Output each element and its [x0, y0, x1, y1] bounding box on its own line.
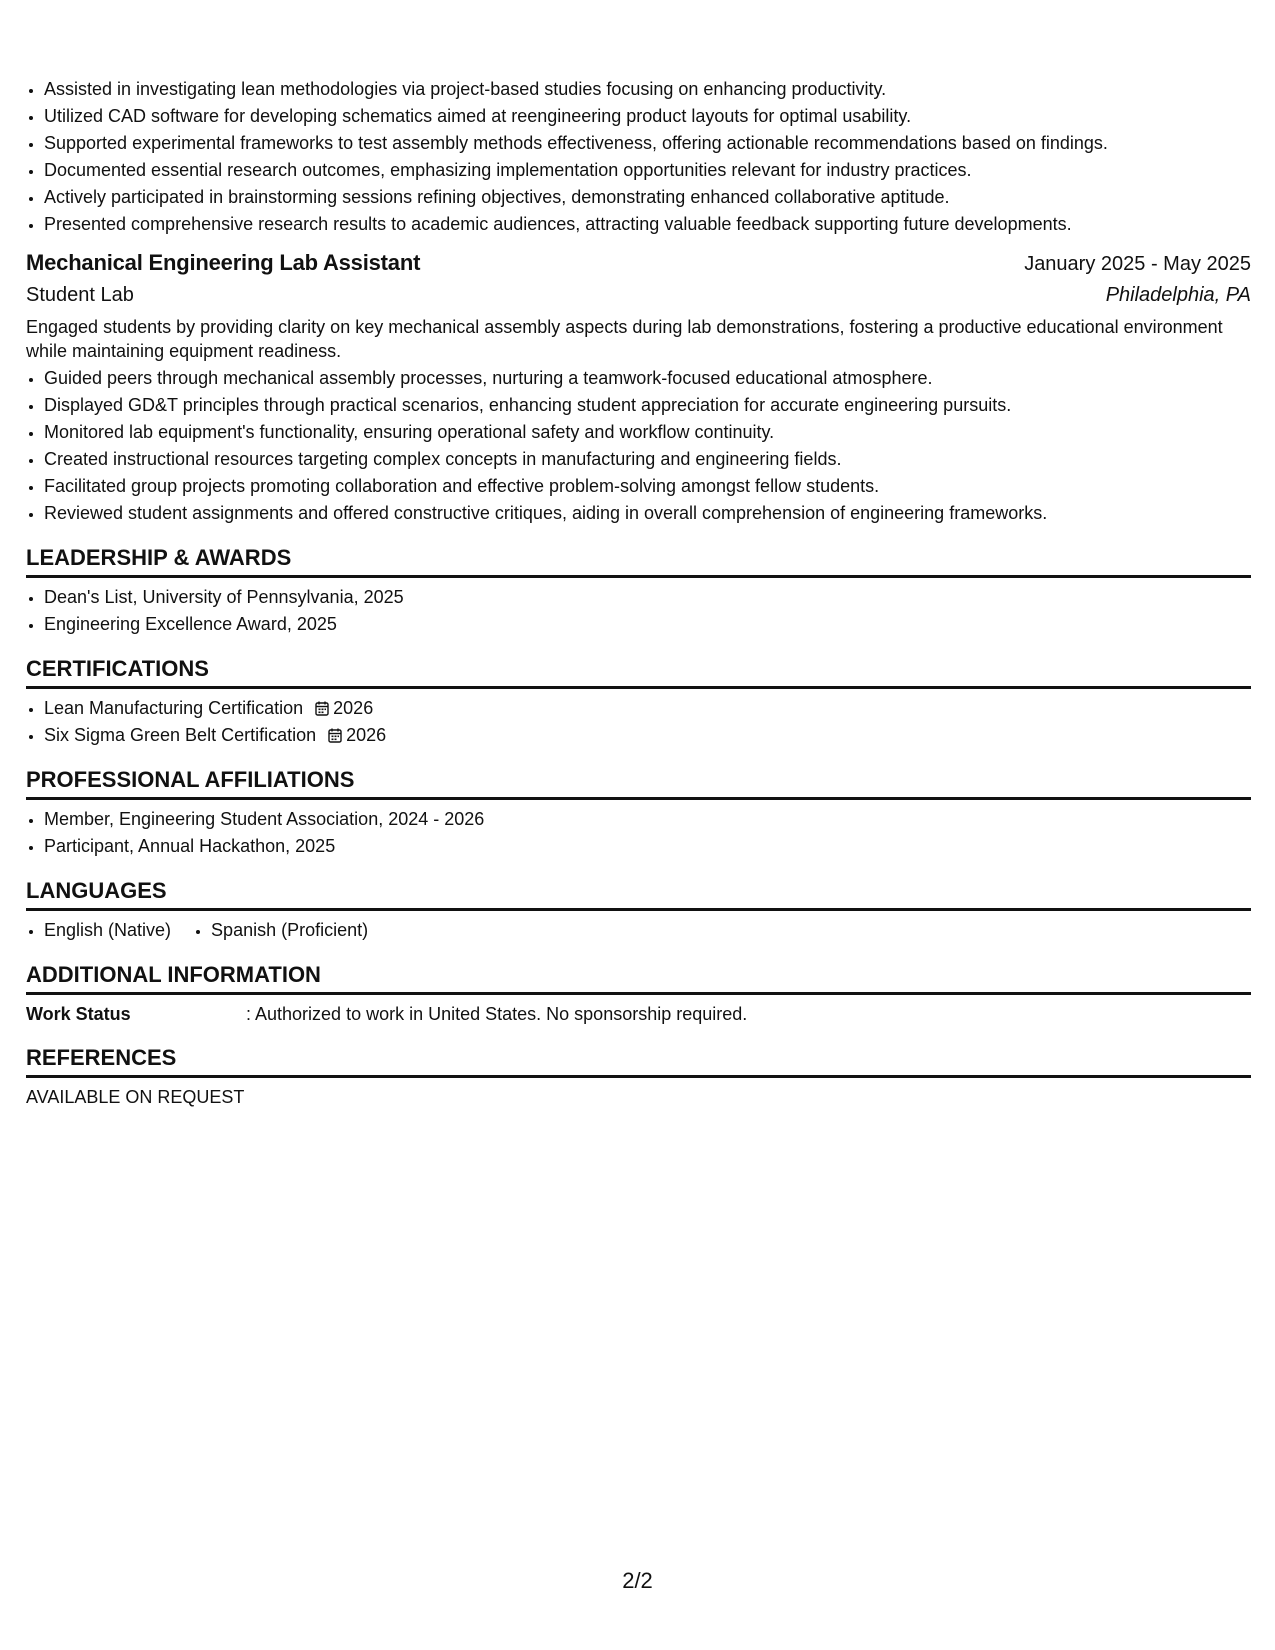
certification-year: 2026	[346, 725, 387, 745]
job-organization: Student Lab	[26, 284, 134, 306]
list-item: • Monitored lab equipment's functionality, ensuring operational safety and workflow continuity.	[44, 419, 1251, 446]
list-item: • Spanish (Proficient)	[211, 917, 368, 944]
list-item: • English (Native)	[44, 917, 171, 944]
calendar-icon	[328, 728, 342, 743]
list-item: • Utilized CAD software for developing schematics aimed at reengineering product layouts for optimal usability.	[44, 103, 1251, 130]
list-item: • Engineering Excellence Award, 2025	[44, 611, 1251, 638]
list-item: • Actively participated in brainstorming sessions refining objectives, demonstrating enhanced collaborative aptitude.	[44, 184, 1251, 211]
certification-year: 2026	[333, 698, 374, 718]
job-title: Mechanical Engineering Lab Assistant	[26, 250, 421, 275]
section-title: LANGUAGES	[26, 876, 1251, 911]
list-item	[44, 695, 1251, 722]
list-item: • Participant, Annual Hackathon, 2025	[44, 833, 1251, 860]
list-item: • Member, Engineering Student Association, 2024 - 2026	[44, 806, 1251, 833]
work-status-row	[26, 1001, 1251, 1027]
work-status-label: Work Status	[26, 1004, 131, 1024]
page-number: 2/2	[622, 1568, 653, 1593]
research-bullet-list	[26, 76, 1251, 238]
section-title: ADDITIONAL INFORMATION	[26, 960, 1251, 995]
job-location: Philadelphia, PA	[1105, 284, 1251, 306]
certification-name: Lean Manufacturing Certification	[44, 698, 304, 718]
list-item: • Displayed GD&T principles through practical scenarios, enhancing student appreciation for accurate engineering pursuits.	[44, 392, 1251, 419]
list-item: • Reviewed student assignments and offered constructive critiques, aiding in overall comprehension of engineering frameworks.	[44, 500, 1251, 527]
section-title: REFERENCES	[26, 1043, 1251, 1078]
calendar-icon	[315, 701, 329, 716]
job-subheader	[26, 279, 1251, 311]
languages-section	[26, 876, 1251, 944]
list-item	[44, 722, 1251, 749]
list-item: • Guided peers through mechanical assembly processes, nurturing a teamwork-focused educational atmosphere.	[44, 365, 1251, 392]
section-title: LEADERSHIP & AWARDS	[26, 543, 1251, 578]
list-item: • Facilitated group projects promoting collaboration and effective problem-solving amongst fellow students.	[44, 473, 1251, 500]
affiliations-list	[26, 806, 1251, 860]
languages-list	[26, 917, 1251, 944]
section-title: PROFESSIONAL AFFILIATIONS	[26, 765, 1251, 800]
section-title: CERTIFICATIONS	[26, 654, 1251, 689]
additional-info-section	[26, 960, 1251, 1027]
list-item: • Documented essential research outcomes, emphasizing implementation opportunities relevant for industry practices.	[44, 157, 1251, 184]
list-item: • Created instructional resources targeting complex concepts in manufacturing and engineering fields.	[44, 446, 1251, 473]
certifications-list	[26, 695, 1251, 749]
job-header	[26, 248, 1251, 279]
certifications-section	[26, 654, 1251, 749]
affiliations-section	[26, 765, 1251, 860]
leadership-section	[26, 543, 1251, 638]
references-text: AVAILABLE ON REQUEST	[26, 1087, 245, 1107]
job-summary: Engaged students by providing clarity on key mechanical assembly aspects during lab demonstrations, fostering a productive educational environment while maintaining equipment readiness.	[26, 317, 1223, 361]
work-status-value: : Authorized to work in United States. No sponsorship required.	[246, 1004, 748, 1024]
list-item: • Dean's List, University of Pennsylvania, 2025	[44, 584, 1251, 611]
references-section	[26, 1043, 1251, 1110]
resume-page	[26, 76, 1251, 1110]
list-item: • Assisted in investigating lean methodologies via project-based studies focusing on enhancing productivity.	[44, 76, 1251, 103]
leadership-list	[26, 584, 1251, 638]
list-item: • Supported experimental frameworks to test assembly methods effectiveness, offering actionable recommendations based on findings.	[44, 130, 1251, 157]
list-item: • Presented comprehensive research results to academic audiences, attracting valuable feedback supporting future developments.	[44, 211, 1251, 238]
certification-name: Six Sigma Green Belt Certification	[44, 725, 317, 745]
job-dates: January 2025 - May 2025	[1024, 253, 1251, 275]
lab-bullet-list	[26, 365, 1251, 527]
